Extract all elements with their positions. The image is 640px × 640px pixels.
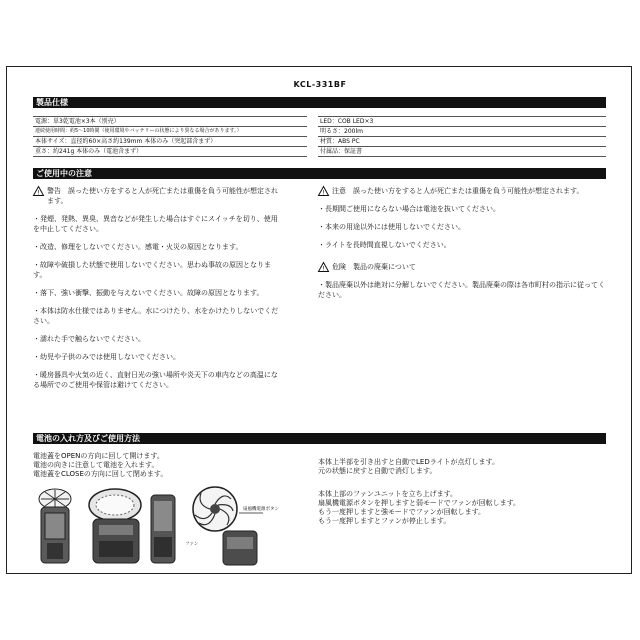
danger-heading [318, 262, 608, 272]
battery-illustration [33, 483, 183, 569]
warning-item: ・本体は防水仕様ではありません。水につけたり、水をかけたりしないでください。 [33, 307, 279, 325]
warning-item: ・改造、修理をしないでください。感電・火災の原因となります。 [33, 243, 243, 251]
spec-weight: 重さ：約241g 本体のみ（電池含まず） [33, 147, 307, 157]
section-title-caution: ご使用中の注意 [36, 169, 92, 178]
spec-table-right [318, 116, 606, 157]
warning-heading [33, 186, 283, 206]
section-bar-caution [33, 168, 606, 179]
battery-step: 電池の向きに注意して電池を入れます。 [33, 461, 159, 469]
section-title-spec: 製品仕様 [36, 98, 68, 107]
warning-item: ・幼児や子供のみでは使用しないでください。 [33, 353, 180, 361]
spec-brightness: 明るさ：200lm [318, 127, 606, 137]
notice-item: ・長期間ご使用にならない場合は電池を抜いてください。 [318, 205, 500, 213]
notice-lead: 注意 誤った使い方をすると人が死亡または重傷を負う可能性が想定されます。 [332, 187, 584, 195]
warning-lead: 警告 誤った使い方をすると人が死亡または重傷を負う可能性が想定されます。 [47, 187, 278, 205]
svg-text:!: ! [322, 265, 325, 273]
svg-text:!: ! [322, 189, 325, 197]
fan-step: 本体上部のファンユニットを立ち上げます。 [318, 490, 458, 498]
fan-step: もう一度押しますと強モードでファンが回転します。 [318, 508, 486, 516]
warning-item: ・落下、強い衝撃、振動を与えないでください。故障の原因となります。 [33, 289, 264, 297]
fan-illustration [183, 483, 279, 569]
notice-item: ・ライトを長時間直視しないでください。 [318, 241, 451, 249]
warning-triangle-icon [33, 186, 44, 196]
warning-item: ・発煙、発熱、異臭、異音などが発生した場合はすぐにスイッチを切り、使用を中止してください。 [33, 215, 278, 233]
section-title-usage: 電池の入れ方及びご使用方法 [36, 434, 140, 443]
spec-size: 本体サイズ：直径約60×高さ約139mm 本体のみ（突起部含まず） [33, 137, 307, 147]
fan-step: もう一度押しますとファンが停止します。 [318, 517, 451, 525]
caution-triangle-icon [318, 186, 329, 196]
light-step: 元の状態に戻すと自動で消灯します。 [318, 467, 437, 475]
battery-steps [33, 452, 167, 479]
notice-column [318, 186, 608, 308]
spec-accessory: 付属品：保証書 [318, 147, 606, 157]
spec-material: 材質：ABS PC [318, 137, 606, 147]
spec-runtime: 連続使用時間：約5〜10時間（使用環境やバッテリーの状態により異なる場合があります。） [33, 127, 307, 137]
model-number: KCL-331BF [293, 80, 347, 89]
section-bar-spec [33, 97, 606, 108]
spec-table-left [33, 116, 307, 157]
warning-item: ・濡れた手で触らないでください。 [33, 335, 145, 343]
battery-step: 電池蓋をOPENの方向に回して開けます。 [33, 452, 164, 460]
fan-label: ファン [185, 542, 199, 547]
fan-button-label: 扇風機電源ボタン [243, 507, 279, 512]
notice-heading [318, 186, 608, 196]
spec-led: LED：COB LED×3 [318, 117, 606, 127]
spec-power: 電源：単3乾電池×3本（別売） [33, 117, 307, 127]
warning-item: ・暖房器具や火気の近く、直射日光の強い場所や炎天下の車内などの高温になる場所でのご使用や保管は避けてください。 [33, 371, 278, 389]
warning-item: ・故障や破損した状態で使用しないでください。思わぬ事故の原因となります。 [33, 261, 271, 279]
light-step: 本体上半部を引き出すと自動でLEDライトが点灯します。 [318, 458, 499, 466]
danger-item: ・製品廃棄以外は絶対に分解しないでください。製品廃棄の際は各市町村の指示に従ってください。 [318, 281, 605, 299]
svg-text:!: ! [37, 189, 40, 197]
warning-column [33, 186, 283, 398]
danger-triangle-icon [318, 262, 329, 272]
notice-item: ・本来の用途以外には使用しないでください。 [318, 223, 465, 231]
fan-step: 扇風機電源ボタンを押しますと弱モードでファンが回転します。 [318, 499, 521, 507]
battery-step: 電池蓋をCLOSEの方向に回して閉めます。 [33, 470, 168, 478]
light-steps [318, 458, 499, 476]
fan-steps [318, 490, 520, 526]
danger-lead: 危険 製品の廃棄について [332, 263, 416, 271]
